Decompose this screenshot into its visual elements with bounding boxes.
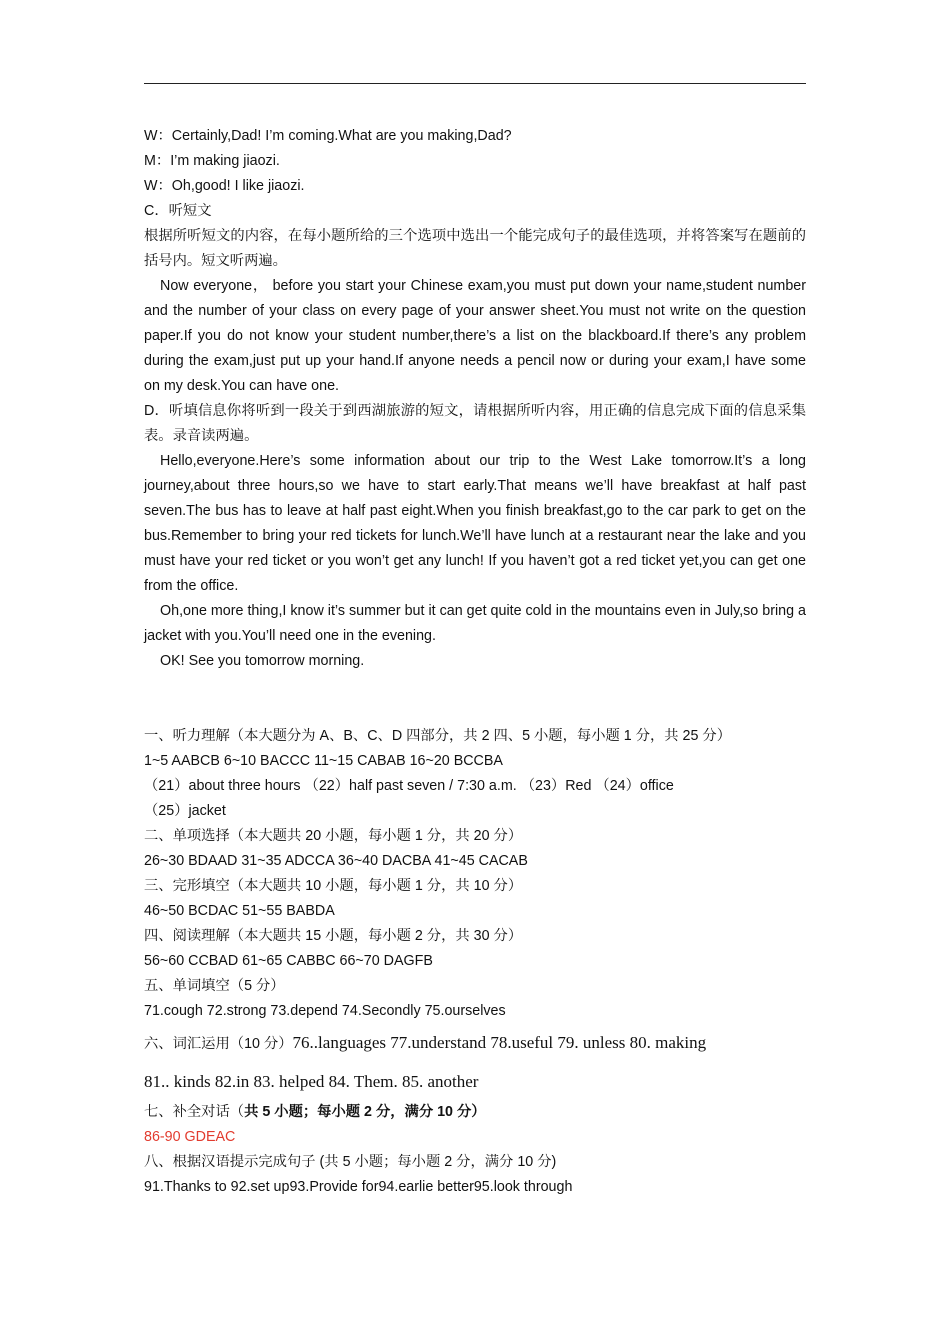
answers-part7-heading-a: 七、补全对话（ (144, 1104, 245, 1120)
section-c-heading: C．听短文 (144, 203, 212, 219)
section-d-heading: D．听填信息你将听到一段关于到西湖旅游的短文，请根据所听内容，用正确的信息完成下面的信息采集表。录音读两遍。 (144, 403, 806, 444)
answers-part7-line: 86-90 GDEAC (144, 1129, 236, 1145)
answers-part8-line: 91.Thanks to 92.set up93.Provide for94.earlie better95.look through (144, 1179, 573, 1195)
answers-part8-heading: 八、根据汉语提示完成句子 (共 5 小题；每小题 2 分，满分 10 分) (144, 1154, 557, 1170)
answers-part6-heading: 六、词汇运用（10 分） (144, 1036, 293, 1052)
answers-part6-line2: 81.. kinds 82.in 83. helped 84. Them. 85. another (144, 1072, 479, 1091)
answers-part1-line3: （25）jacket (144, 803, 226, 819)
answers-part1-line1: 1~5 AABCB 6~10 BACCC 11~15 CABAB 16~20 BCCBA (144, 753, 503, 769)
section-d-paragraph-2: Oh,one more thing,I know it’s summer but it can get quite cold in the mountains even in July,so bring a jacket with you.You’ll need one in the evening. (144, 603, 806, 644)
dialog-line-1: W：Certainly,Dad! I’m coming.What are you making,Dad? (144, 128, 512, 144)
answers-part4-line: 56~60 CCBAD 61~65 CABBC 66~70 DAGFB (144, 953, 433, 969)
document-body (144, 124, 806, 1200)
answers-part2-heading: 二、单项选择（本大题共 20 小题，每小题 1 分，共 20 分） (144, 828, 523, 844)
answers-part1-heading: 一、听力理解（本大题分为 A、B、C、D 四部分，共 2 四、5 小题，每小题 1 分，共 25 分） (144, 728, 732, 744)
spacer (144, 674, 806, 724)
answers-part5-line: 71.cough 72.strong 73.depend 74.Secondly 75.ourselves (144, 1003, 506, 1019)
answers-part7-heading-b: 共 5 小题；每小题 2 分，满分 10 分） (244, 1104, 486, 1120)
answers-part2-line: 26~30 BDAAD 31~35 ADCCA 36~40 DACBA 41~45 CACAB (144, 853, 528, 869)
answers-part3-heading: 三、完形填空（本大题共 10 小题，每小题 1 分，共 10 分） (144, 878, 523, 894)
dialog-line-2: M：I’m making jiaozi. (144, 153, 280, 169)
section-d-paragraph-3: OK! See you tomorrow morning. (160, 653, 365, 669)
dialog-line-3: W：Oh,good! I like jiaozi. (144, 178, 305, 194)
answers-part6-row1 (144, 1024, 806, 1063)
answers-part1-line2: （21）about three hours （22）half past seven / 7:30 a.m. （23）Red （24）office (144, 778, 674, 794)
answers-part3-line: 46~50 BCDAC 51~55 BABDA (144, 903, 335, 919)
header-rule (144, 83, 806, 84)
section-c-text: Now everyone， before you start your Chinese exam,you must put down your name,student number and the number of your class on every page of your answer sheet.You must not write on the question paper.If you do not know your student number,there’s a list on the blackboard.If there’s any problem during the exam,just put up your hand.If anyone needs a pencil now or during your exam,I have some on my desk.You can have one. (144, 278, 806, 394)
section-c-instruction: 根据所听短文的内容，在每小题所给的三个选项中选出一个能完成句子的最佳选项，并将答案写在题前的括号内。短文听两遍。 (144, 228, 806, 269)
answers-part4-heading: 四、阅读理解（本大题共 15 小题，每小题 2 分，共 30 分） (144, 928, 523, 944)
section-d-paragraph-1: Hello,everyone.Here’s some information about our trip to the West Lake tomorrow.It’s a long journey,about three hours,so we have to start early.That means we’ll have breakfast at half past seven.The bus has to leave at half past eight.When you finish breakfast,go to the car park to get on the bus.Remember to bring your red tickets for lunch.We’ll have lunch at a restaurant near the lake and you must have your red ticket or you won’t get any lunch! If you haven’t got a red ticket yet,you can get one from the office. (144, 453, 806, 594)
answers-part5-heading: 五、单词填空（5 分） (144, 978, 285, 994)
answers-part6-line1: 76..languages 77.understand 78.useful 79. unless 80. making (292, 1033, 707, 1052)
answers-part7-heading (144, 1100, 806, 1125)
